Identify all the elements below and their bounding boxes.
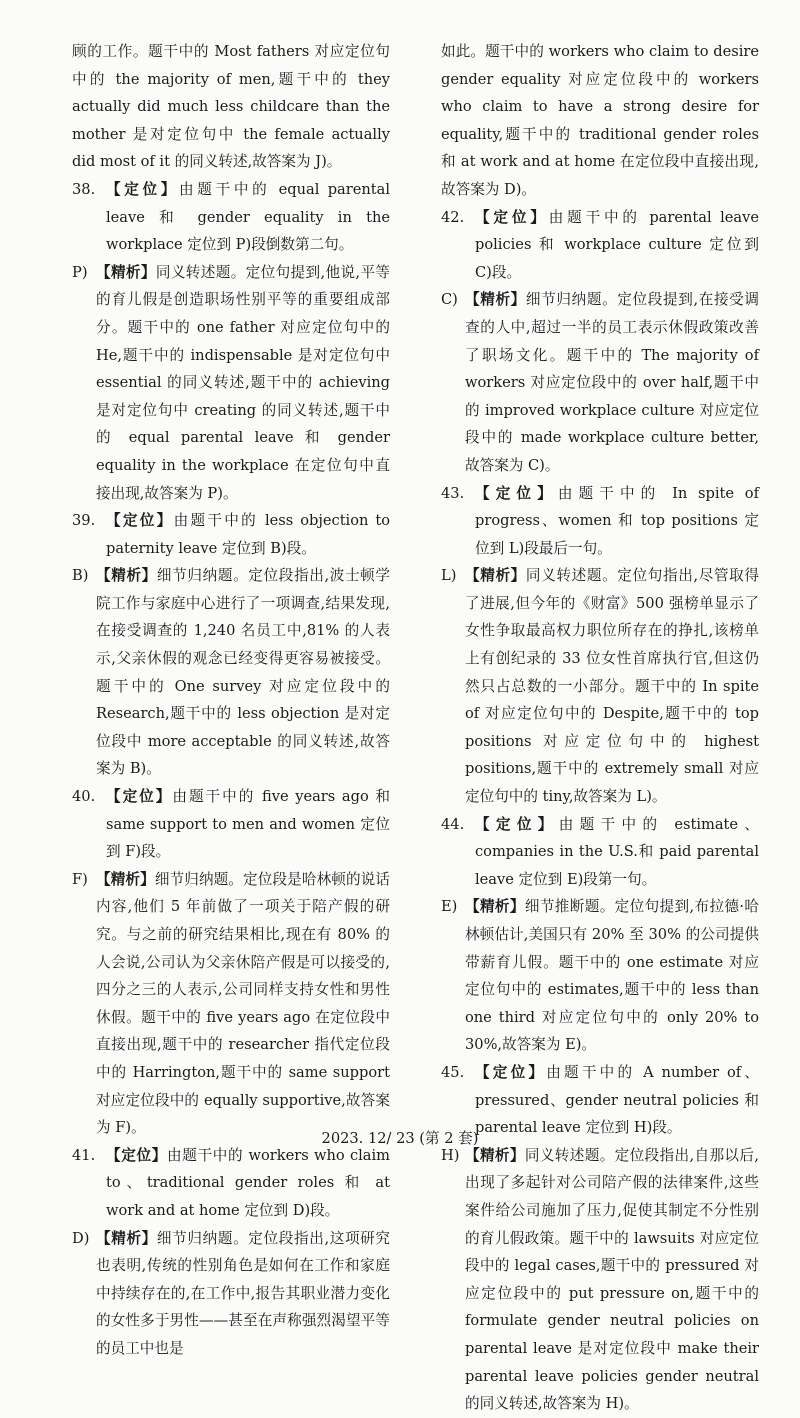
entry-tag: 【精析】 bbox=[465, 567, 526, 585]
entry-tag: 【精析】 bbox=[465, 1146, 525, 1164]
entry-text: 由题干中的 five years ago 和 same support to men and women 定位到 F)段。 bbox=[106, 788, 390, 861]
entry-text: 由题干中的 estimate、companies in the U.S.和 paid parental leave 定位到 E)段第一句。 bbox=[475, 815, 759, 888]
entry-number: F) bbox=[72, 870, 88, 888]
entry-tag: 【定位】 bbox=[475, 208, 549, 226]
answer-entry bbox=[72, 38, 390, 176]
answer-entry bbox=[441, 38, 759, 204]
entry-text: 细节归纳题。定位段是哈林顿的说话内容,他们 5 年前做了一项关于陪产假的研究。与之前的研究结果相比,现在有 80% 的人会说,公司认为父亲休陪产假是可以接受的,四分之三的人表示,公司同样支持女性和男性休假。题干中的 five years ago 在定位段中直接出现,题干中的 researcher 指代定位段中的 Harrington,题干中的 same support 对应定位段中的 equally supportive,故答案为 F)。 bbox=[96, 870, 390, 1137]
entry-tag: 【定位】 bbox=[106, 788, 173, 806]
entry-number: L) bbox=[441, 567, 457, 585]
entry-text: 由题干中的 less objection to paternity leave 定位到 B)段。 bbox=[106, 512, 390, 557]
entry-number: 42. bbox=[441, 208, 465, 226]
answer-entry bbox=[441, 480, 759, 563]
entry-text: 细节推断题。定位句提到,布拉德·哈林顿估计,美国只有 20% 至 30% 的公司提供带薪育儿假。题干中的 one estimate 对应定位句中的 estimates,题干中的 less than one third 对应定位句中的 only 20% to 30%,故答案为 E)。 bbox=[465, 898, 759, 1054]
entry-tag: 【精析】 bbox=[465, 291, 526, 309]
entry-tag: 【精析】 bbox=[465, 898, 525, 916]
answer-entry bbox=[72, 507, 390, 562]
answer-entry bbox=[72, 176, 390, 259]
answer-entry bbox=[72, 1225, 390, 1363]
entry-tag: 【定位】 bbox=[475, 815, 559, 833]
entry-text: 由题干中的 workers who claim to、traditional gender roles 和 at work and at home 定位到 D)段。 bbox=[106, 1146, 390, 1219]
entry-tag: 【定位】 bbox=[475, 1063, 547, 1081]
entry-text: 细节归纳题。定位段提到,在接受调查的人中,超过一半的员工表示休假政策改善了职场文化。题干中的 The majority of workers 对应定位段中的 over half,题干中的 improved workplace culture 对应定位段中的 made workplace culture better,故答案为 C)。 bbox=[465, 291, 759, 474]
entry-number: 40. bbox=[72, 788, 96, 806]
entry-text: 由题干中的 In spite of progress、women 和 top positions 定位到 L)段最后一句。 bbox=[475, 484, 759, 557]
answer-entry bbox=[441, 562, 759, 810]
entry-text: 同义转述题。定位句提到,他说,平等的育儿假是创造职场性别平等的重要组成部分。题干中的 one father 对应定位句中的 He,题干中的 indispensable 是对定位句中 essential 的同义转述,题干中的 achieving 是对定位句中 creating 的同义转述,题干中的 equal parental leave 和 gender equality in the workplace 在定位句中直接出现,故答案为 P)。 bbox=[96, 263, 390, 502]
entry-text: 顾的工作。题干中的 Most fathers 对应定位句中的 the majority of men,题干中的 they actually did much less childcare than the mother 是对定位句中 the female actually did most of it 的同义转述,故答案为 J)。 bbox=[72, 43, 390, 171]
entry-text: 由题干中的 equal parental leave 和 gender equality in the workplace 定位到 P)段倒数第二句。 bbox=[106, 180, 390, 254]
entry-number: P) bbox=[72, 263, 88, 281]
answer-entry bbox=[441, 1142, 759, 1418]
entry-number: 38. bbox=[72, 180, 96, 198]
entry-number: D) bbox=[72, 1229, 90, 1247]
answer-entry bbox=[441, 204, 759, 287]
answer-entry bbox=[72, 866, 390, 1142]
right-column bbox=[441, 38, 759, 1418]
answer-entry bbox=[441, 286, 759, 479]
entry-text: 细节归纳题。定位段指出,这项研究也表明,传统的性别角色是如何在工作和家庭中持续存在的,在工作中,报告其职业潜力变化的女性多于男性——甚至在声称强烈渴望平等的员工中也是 bbox=[96, 1229, 390, 1357]
entry-number: 44. bbox=[441, 815, 465, 833]
entry-tag: 【精析】 bbox=[96, 870, 155, 888]
entry-number: 45. bbox=[441, 1063, 465, 1081]
entry-tag: 【定位】 bbox=[106, 1146, 167, 1164]
entry-tag: 【精析】 bbox=[96, 263, 156, 281]
entry-number: H) bbox=[441, 1146, 460, 1164]
entry-number: C) bbox=[441, 291, 458, 309]
left-column bbox=[72, 38, 390, 1363]
entry-text: 由题干中的 A number of、pressured、gender neutral policies 和 parental leave 定位到 H)段。 bbox=[475, 1063, 759, 1137]
entry-text: 由题干中的 parental leave policies 和 workplace culture 定位到 C)段。 bbox=[475, 208, 759, 281]
entry-tag: 【精析】 bbox=[96, 1229, 157, 1247]
page-footer: 2023. 12/ 23 (第 2 套) bbox=[321, 1130, 479, 1147]
answer-entry bbox=[72, 783, 390, 866]
entry-text: 同义转述题。定位段指出,自那以后,出现了多起针对公司陪产假的法律案件,这些案件给公司施加了压力,促使其制定不分性别的育儿假政策。题干中的 lawsuits 对应定位段中的 legal cases,题干中的 pressured 对应定位段中的 put pressure on,题干中的 formulate gender neutral policies on parental leave 是对定位段中 make their parental leave policies gender neutral 的同义转述,故答案为 H)。 bbox=[465, 1146, 759, 1413]
entry-text: 细节归纳题。定位段指出,波士顿学院工作与家庭中心进行了一项调查,结果发现,在接受调查的 1,240 名员工中,81% 的人表示,父亲休假的观念已经变得更容易被接受。题干中的 One survey 对应定位段中的 Research,题干中的 less objection 是对定位段中 more acceptable 的同义转述,故答案为 B)。 bbox=[96, 567, 390, 778]
answer-entry bbox=[72, 259, 390, 507]
entry-number: 41. bbox=[72, 1146, 96, 1164]
answer-entry bbox=[72, 562, 390, 783]
answer-entry bbox=[72, 1142, 390, 1225]
entry-number: 43. bbox=[441, 484, 465, 502]
entry-tag: 【定位】 bbox=[475, 484, 558, 502]
entry-tag: 【定位】 bbox=[106, 512, 174, 530]
entry-number: B) bbox=[72, 567, 89, 585]
entry-number: 39. bbox=[72, 512, 96, 530]
entry-text: 如此。题干中的 workers who claim to desire gender equality 对应定位段中的 workers who claim to have a strong desire for equality,题干中的 traditional gender roles 和 at work and at home 在定位段中直接出现,故答案为 D)。 bbox=[441, 43, 759, 198]
entry-tag: 【精析】 bbox=[96, 567, 157, 585]
entry-number: E) bbox=[441, 898, 458, 916]
entry-text: 同义转述题。定位句指出,尽管取得了进展,但今年的《财富》500 强榜单显示了女性争取最高权力职位所存在的挣扎,该榜单上有创纪录的 33 位女性首席执行官,但这仍然只占总数的一小部分。题干中的 In spite of 对应定位句中的 Despite,题干中的 top positions 对应定位句中的 highest positions,题干中的 extremely small 对应定位句中的 tiny,故答案为 L)。 bbox=[465, 567, 759, 806]
answer-entry bbox=[441, 893, 759, 1059]
answer-entry bbox=[441, 811, 759, 894]
entry-tag: 【定位】 bbox=[106, 180, 180, 198]
